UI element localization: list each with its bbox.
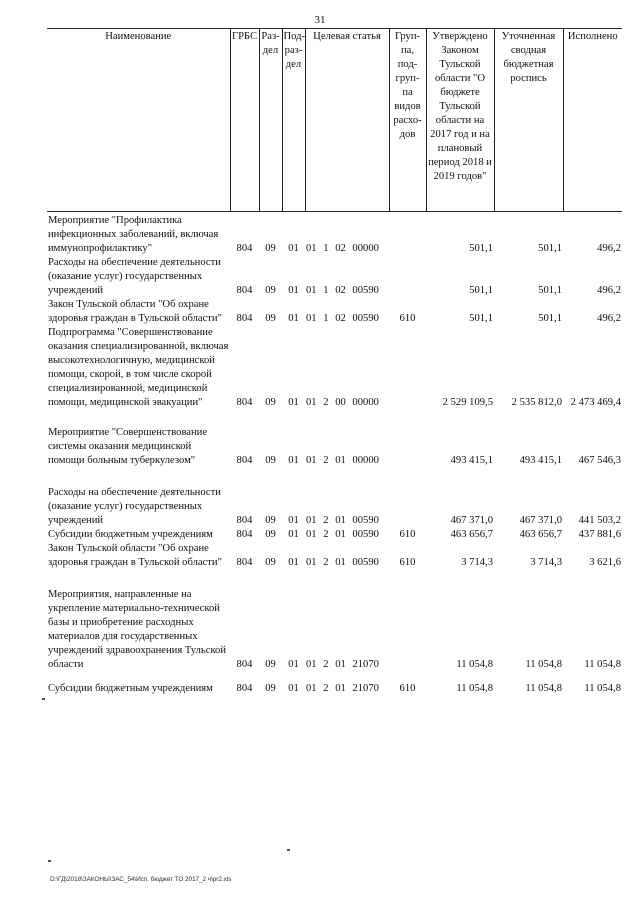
scan-mark [48, 860, 51, 862]
row-razdel: 09 [265, 313, 276, 324]
row-grbs: 804 [236, 659, 253, 670]
row-name: Закон Тульской области "Об охране здоровья граждан в Тульской области" [48, 299, 222, 324]
row-refined: 2 535 812,0 [511, 397, 562, 408]
row-name: Расходы на обеспечение деятельности (оказание услуг) государственных учреждений [48, 487, 221, 526]
row-grbs: 804 [236, 313, 253, 324]
row-podrazdel: 01 [288, 243, 299, 254]
row-refined: 463 656,7 [519, 529, 562, 540]
row-grbs: 804 [236, 243, 253, 254]
row-grbs: 804 [236, 285, 253, 296]
row-grbs: 804 [236, 455, 253, 466]
row-group [389, 478, 426, 528]
row-spacer-cell [47, 410, 622, 420]
row-podrazdel: 01 [288, 515, 299, 526]
header-group: Груп-па, под-груп-па видов расхо-дов [389, 29, 426, 212]
row-podrazdel: 01 [288, 557, 299, 568]
row-group [389, 212, 426, 257]
row-razdel: 09 [265, 397, 276, 408]
row-executed: 496,2 [597, 243, 621, 254]
row-target: 01 2 01 00000 [306, 455, 379, 466]
header-razdel: Раз-дел [259, 29, 282, 212]
row-name: Мероприятия, направленные на укрепление материально-технической базы и приобретение расходных материалов для государственных учреждений здравоохранения Тульской области [48, 589, 227, 670]
row-target: 01 2 01 00590 [306, 529, 379, 540]
row-podrazdel: 01 [288, 455, 299, 466]
row-executed: 496,2 [597, 285, 621, 296]
row-approved: 2 529 109,5 [442, 397, 493, 408]
row-spacer [47, 468, 622, 478]
row-group [389, 420, 426, 468]
page-number: 31 [314, 14, 326, 26]
row-group [389, 582, 426, 672]
row-spacer [47, 410, 622, 420]
row-podrazdel: 01 [288, 683, 299, 694]
table-row [47, 478, 622, 528]
row-executed: 441 503,2 [578, 515, 621, 526]
row-razdel: 09 [265, 515, 276, 526]
table-row [47, 682, 622, 696]
table-row [47, 256, 622, 298]
row-target: 01 1 02 00000 [306, 243, 379, 254]
row-executed: 2 473 469,4 [570, 397, 621, 408]
row-group: 610 [399, 529, 416, 540]
header-executed: Исполнено [563, 29, 622, 212]
row-podrazdel: 01 [288, 529, 299, 540]
row-group [389, 256, 426, 298]
table-row [47, 298, 622, 326]
row-refined: 11 054,8 [525, 659, 562, 670]
row-approved: 3 714,3 [461, 557, 493, 568]
row-refined: 501,1 [538, 243, 562, 254]
row-razdel: 09 [265, 285, 276, 296]
row-grbs: 804 [236, 683, 253, 694]
header-refined: Уточненная сводная бюджетная роспись [494, 29, 563, 212]
table-row [47, 212, 622, 257]
row-executed: 437 881,6 [578, 529, 621, 540]
row-spacer-cell [47, 570, 622, 582]
row-grbs: 804 [236, 557, 253, 568]
header-approved: Утверждено Законом Тульской области "О бюджете Тульской области на 2017 год и на плановый период 2018 и 2019 годов" [426, 29, 494, 212]
row-approved: 501,1 [469, 313, 493, 324]
row-group [389, 326, 426, 410]
header-grbs: ГРБС [230, 29, 259, 212]
table-row [47, 582, 622, 672]
row-grbs: 804 [236, 515, 253, 526]
scan-mark [287, 849, 290, 851]
row-razdel: 09 [265, 557, 276, 568]
row-spacer-cell [47, 468, 622, 478]
row-approved: 11 054,8 [456, 683, 493, 694]
row-group: 610 [399, 313, 416, 324]
row-target: 01 2 01 21070 [306, 659, 379, 670]
row-razdel: 09 [265, 529, 276, 540]
row-approved: 467 371,0 [450, 515, 493, 526]
row-approved: 493 415,1 [450, 455, 493, 466]
table-header-row [47, 29, 622, 212]
row-name: Субсидии бюджетным учреждениям [48, 683, 213, 694]
row-group: 610 [399, 683, 416, 694]
row-target: 01 2 01 00590 [306, 515, 379, 526]
row-grbs: 804 [236, 529, 253, 540]
header-name: Наименование [47, 29, 230, 212]
row-refined: 493 415,1 [519, 455, 562, 466]
table-row [47, 528, 622, 542]
header-target: Целевая статья [305, 29, 389, 212]
row-approved: 463 656,7 [450, 529, 493, 540]
scan-mark [42, 698, 45, 700]
row-name: Мероприятие "Профилактика инфекционных заболеваний, включая иммунопрофилактику" [48, 215, 219, 254]
row-approved: 501,1 [469, 243, 493, 254]
row-approved: 501,1 [469, 285, 493, 296]
row-target: 01 2 01 21070 [306, 683, 379, 694]
row-spacer [47, 672, 622, 682]
row-spacer-cell [47, 672, 622, 682]
row-refined: 501,1 [538, 285, 562, 296]
header-podrazdel: Под-раз-дел [282, 29, 305, 212]
row-razdel: 09 [265, 243, 276, 254]
row-razdel: 09 [265, 659, 276, 670]
table-row [47, 420, 622, 468]
row-podrazdel: 01 [288, 285, 299, 296]
row-approved: 11 054,8 [456, 659, 493, 670]
row-target: 01 2 01 00590 [306, 557, 379, 568]
table-row [47, 542, 622, 570]
row-razdel: 09 [265, 455, 276, 466]
row-spacer [47, 570, 622, 582]
row-target: 01 2 00 00000 [306, 397, 379, 408]
row-executed: 11 054,8 [584, 659, 621, 670]
row-podrazdel: 01 [288, 659, 299, 670]
row-executed: 467 546,3 [578, 455, 621, 466]
row-executed: 3 621,6 [589, 557, 621, 568]
row-name: Расходы на обеспечение деятельности (оказание услуг) государственных учреждений [48, 257, 221, 296]
budget-table [47, 28, 622, 696]
row-razdel: 09 [265, 683, 276, 694]
row-refined: 501,1 [538, 313, 562, 324]
table-row [47, 326, 622, 410]
row-target: 01 1 02 00590 [306, 285, 379, 296]
row-refined: 467 371,0 [519, 515, 562, 526]
row-name: Мероприятие "Совершенствование системы оказания медицинской помощи больным туберкулезом" [48, 427, 208, 466]
row-podrazdel: 01 [288, 397, 299, 408]
row-group: 610 [399, 557, 416, 568]
row-executed: 496,2 [597, 313, 621, 324]
row-podrazdel: 01 [288, 313, 299, 324]
row-name: Подпрограмма "Совершенствование оказания специализированной, включая высокотехнологичную, медицинской помощи, скорой, в том числе скорой специализированной, медицинской помощи, медицинской эвакуации" [48, 327, 229, 408]
row-name: Субсидии бюджетным учреждениям [48, 529, 213, 540]
row-refined: 11 054,8 [525, 683, 562, 694]
row-name: Закон Тульской области "Об охране здоровья граждан в Тульской области" [48, 543, 222, 568]
row-refined: 3 714,3 [530, 557, 562, 568]
file-path-footer: D:\ГД\2018\ЗАКОНЫ\ЗАС_54\Исп. бюджет ТО 2017_2 ч\pr2.xls [50, 876, 232, 883]
row-executed: 11 054,8 [584, 683, 621, 694]
row-grbs: 804 [236, 397, 253, 408]
row-target: 01 1 02 00590 [306, 313, 379, 324]
